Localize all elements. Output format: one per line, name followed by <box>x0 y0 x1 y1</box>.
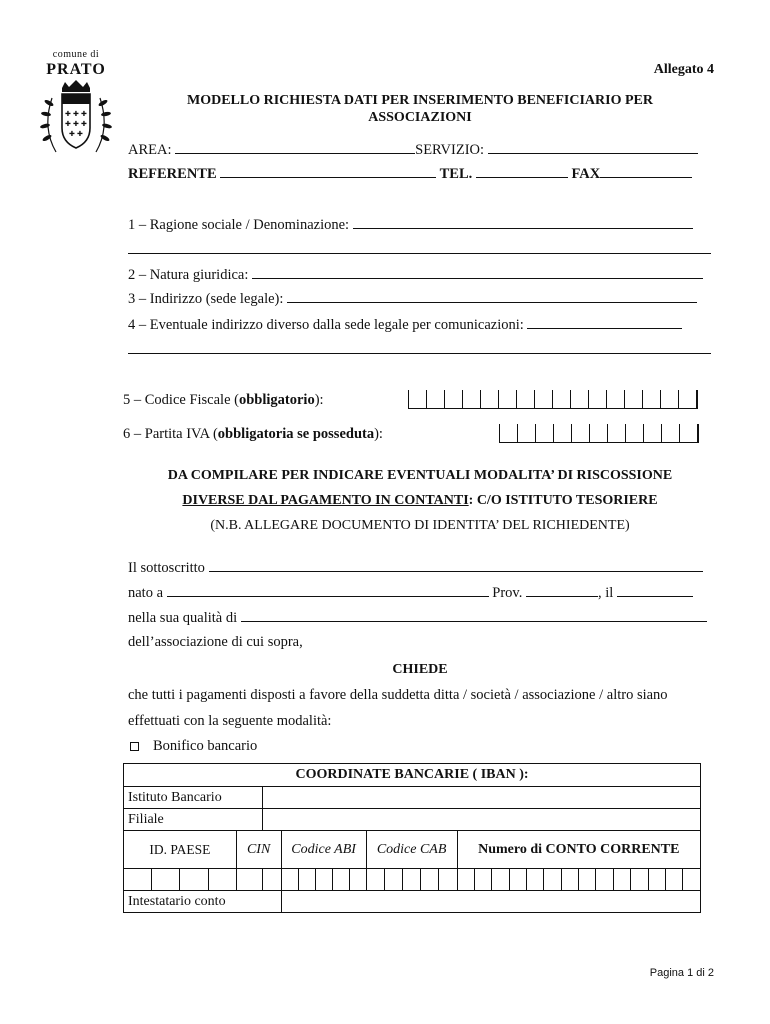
nato-label: nato a <box>128 585 164 601</box>
pagamenti-text-1: che tutti i pagamenti disposti a favore della suddetta ditta / società / associazione / altro siano <box>128 687 668 703</box>
indirizzo-input[interactable] <box>287 290 697 303</box>
partita-iva-label-bold: obbligatoria se posseduta <box>217 426 375 442</box>
svg-text:✚: ✚ <box>77 130 83 138</box>
codice-fiscale-label-bold: obbligatorio <box>238 392 315 408</box>
filiale-label: Filiale <box>124 809 263 831</box>
data-label: , il <box>597 585 614 601</box>
data-nascita-input[interactable] <box>617 584 693 597</box>
qualita-row <box>128 609 707 627</box>
iban-boxes-row[interactable] <box>124 869 701 891</box>
partita-iva-label-suffix: ): <box>374 426 383 442</box>
intestatario-label: Intestatario conto <box>124 891 282 913</box>
qualita-input[interactable] <box>241 609 707 622</box>
codice-fiscale-label-prefix: 5 – Codice Fiscale ( <box>123 392 239 408</box>
cin-label: CIN <box>236 831 281 869</box>
area-field[interactable] <box>175 141 415 154</box>
svg-text:✚: ✚ <box>73 110 79 118</box>
tel-label: TEL. <box>439 166 473 182</box>
associazione-text: dell’associazione di cui sopra, <box>128 634 303 650</box>
chiede-heading: CHIEDE <box>392 662 448 677</box>
natura-giuridica-input[interactable] <box>252 266 703 279</box>
intestatario-input[interactable] <box>281 891 700 913</box>
istituto-input[interactable] <box>262 787 700 809</box>
field-indirizzo <box>128 290 697 308</box>
conto-label: Numero di CONTO CORRENTE <box>457 831 700 869</box>
page-number: Pagina 1 di 2 <box>649 967 714 979</box>
section-heading-line2 <box>100 493 740 509</box>
prov-input[interactable] <box>526 584 598 597</box>
cab-label: Codice CAB <box>366 831 457 869</box>
abi-label: Codice ABI <box>281 831 366 869</box>
natura-giuridica-label: 2 – Natura giuridica: <box>128 267 249 283</box>
field-codice-fiscale <box>123 392 324 409</box>
svg-text:✚: ✚ <box>65 110 71 118</box>
section-heading-underlined: DIVERSE DAL PAGAMENTO IN CONTANTI <box>182 493 469 508</box>
svg-text:✚: ✚ <box>81 120 87 128</box>
bonifico-checkbox[interactable] <box>130 742 139 751</box>
prov-label: Prov. <box>492 585 523 601</box>
nato-input[interactable] <box>167 584 489 597</box>
field-natura-giuridica <box>128 266 703 284</box>
svg-text:✚: ✚ <box>81 110 87 118</box>
allegato-label: Allegato 4 <box>653 62 714 77</box>
nato-row <box>128 584 693 602</box>
filiale-input[interactable] <box>262 809 700 831</box>
pagamenti-text-2: effettuati con la seguente modalità: <box>128 713 332 729</box>
partita-iva-label-prefix: 6 – Partita IVA ( <box>123 426 218 442</box>
tel-field[interactable] <box>476 165 568 178</box>
bonifico-label: Bonifico bancario <box>153 738 258 754</box>
field-indirizzo-comunicazioni <box>128 316 682 334</box>
ragione-sociale-label: 1 – Ragione sociale / Denominazione: <box>128 217 350 233</box>
svg-text:✚: ✚ <box>69 130 75 138</box>
ragione-sociale-input[interactable] <box>353 216 693 229</box>
indirizzo-comunicazioni-line2[interactable] <box>128 341 711 354</box>
referente-row <box>128 165 692 183</box>
referente-field[interactable] <box>220 165 436 178</box>
logo-city-name: PRATO <box>46 61 106 78</box>
servizio-field[interactable] <box>488 141 698 154</box>
fax-field[interactable] <box>600 165 692 178</box>
area-label: AREA: <box>128 142 172 158</box>
ragione-sociale-line2[interactable] <box>128 241 711 254</box>
sottoscritto-input[interactable] <box>209 559 703 572</box>
codice-fiscale-label-suffix: ): <box>314 392 324 408</box>
field-ragione-sociale <box>128 216 693 234</box>
sottoscritto-row <box>128 559 703 577</box>
qualita-label: nella sua qualità di <box>128 610 238 626</box>
svg-text:✚: ✚ <box>65 120 71 128</box>
section-note: (N.B. ALLEGARE DOCUMENTO DI IDENTITA’ DEL RICHIEDENTE) <box>210 518 630 533</box>
referente-label: REFERENTE <box>128 166 217 182</box>
section-heading-line1: DA COMPILARE PER INDICARE EVENTUALI MODALITA’ DI RISCOSSIONE <box>167 468 673 483</box>
indirizzo-comunicazioni-input[interactable] <box>527 316 682 329</box>
bank-coordinates-table <box>123 763 701 913</box>
partita-iva-boxes[interactable] <box>499 424 699 443</box>
city-crest-icon <box>38 78 114 158</box>
sottoscritto-label: Il sottoscritto <box>128 560 205 576</box>
fax-label: FAX <box>571 166 601 182</box>
codice-fiscale-boxes[interactable] <box>408 390 698 409</box>
indirizzo-label: 3 – Indirizzo (sede legale): <box>128 291 284 307</box>
area-row <box>128 141 698 159</box>
servizio-label: SERVIZIO: <box>415 142 485 158</box>
bonifico-option[interactable] <box>130 738 257 755</box>
indirizzo-comunicazioni-label: 4 – Eventuale indirizzo diverso dalla sede legale per comunicazioni: <box>128 317 524 333</box>
id-paese-label: ID. PAESE <box>124 831 237 869</box>
document-title: MODELLO RICHIESTA DATI PER INSERIMENTO BENEFICIARIO PER ASSOCIAZIONI <box>187 93 653 125</box>
bank-table-heading: COORDINATE BANCARIE ( IBAN ): <box>124 764 701 787</box>
istituto-label: Istituto Bancario <box>124 787 263 809</box>
section-heading-tesoriere: : C/O ISTITUTO TESORIERE <box>468 493 658 508</box>
svg-text:✚: ✚ <box>73 120 79 128</box>
logo-comune-text: comune di <box>52 49 100 60</box>
field-partita-iva <box>123 426 383 443</box>
